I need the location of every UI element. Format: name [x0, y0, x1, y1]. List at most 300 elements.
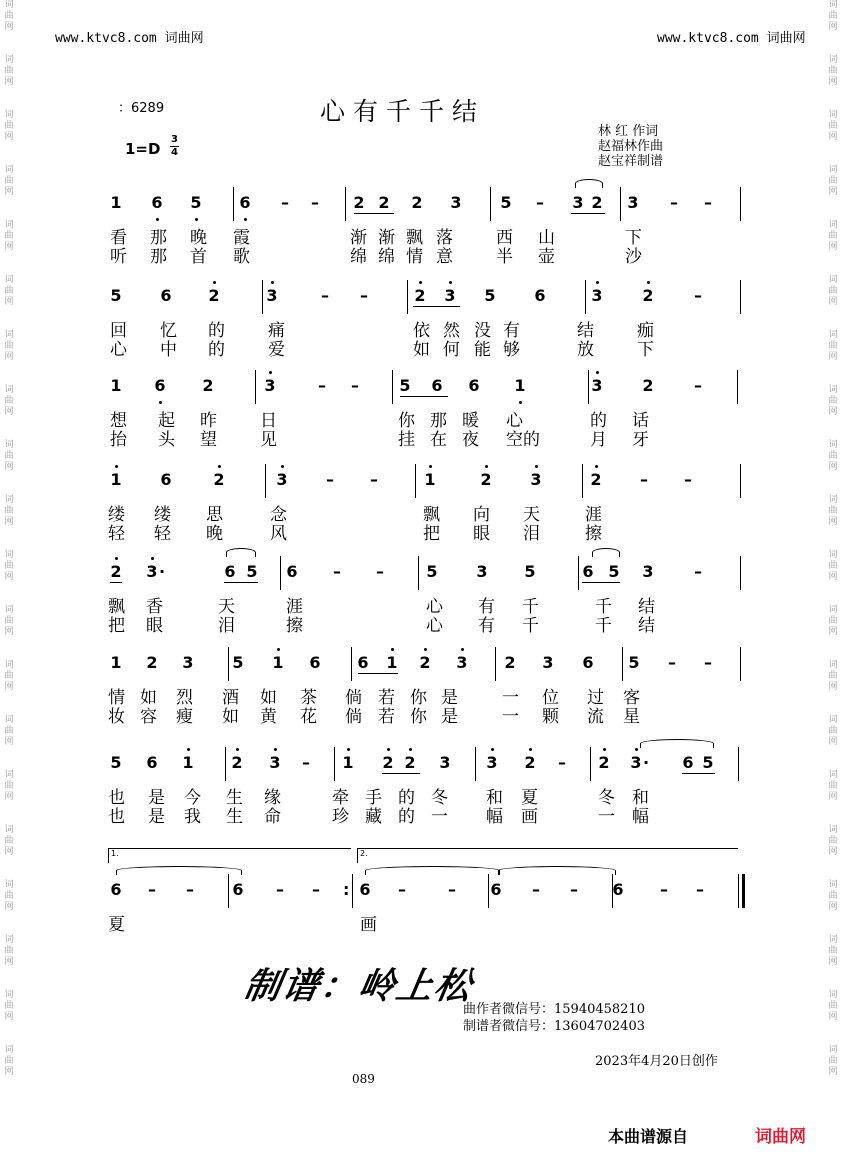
bar-line: [228, 874, 229, 908]
lyric-char: 瘦: [176, 707, 193, 727]
lyric-char: 倘: [345, 707, 362, 727]
bar-line: [415, 464, 416, 498]
lyric-char: 念: [270, 505, 287, 525]
note: –: [570, 880, 578, 899]
lyric-char: 酒: [222, 688, 239, 708]
watermark-char: 词: [828, 990, 838, 1000]
lyric-char: 有: [503, 321, 520, 341]
lyric-char: 渐: [350, 228, 367, 248]
lyric-char: 西: [496, 228, 513, 248]
note: 1: [110, 193, 122, 212]
lyric-char: 泪: [523, 524, 540, 544]
lyric-char: 如: [413, 340, 430, 360]
lyric-char: 烈: [176, 688, 193, 708]
watermark-char: 网: [828, 462, 838, 472]
final-bar-thick: [742, 874, 745, 908]
watermark-char: 词: [4, 0, 14, 10]
note: 2: [231, 753, 243, 772]
note: 5: [399, 376, 411, 395]
note: 3: [146, 562, 158, 581]
note: –: [302, 753, 310, 772]
bar-line: [407, 280, 408, 314]
lyric-char: 心: [426, 597, 443, 617]
octave-dot-high: [419, 281, 422, 284]
bar-line: [588, 370, 589, 404]
lyric-char: 位: [542, 688, 559, 708]
note: 6: [357, 653, 369, 672]
lyric-char: 暖: [462, 411, 479, 431]
note: 2: [598, 753, 610, 772]
note: 2: [642, 376, 654, 395]
lyric-char: 幅: [632, 807, 649, 827]
octave-dot-low: [159, 401, 162, 404]
lyric-char: 幅: [486, 807, 503, 827]
octave-dot-high: [603, 748, 606, 751]
lyric-char: 向: [473, 505, 490, 525]
watermark-char: 网: [4, 737, 14, 747]
note: –: [321, 286, 329, 305]
watermark-char: 曲: [4, 836, 14, 846]
bar-line: [622, 647, 623, 681]
octave-dot-high: [218, 465, 221, 468]
watermark-char: 词: [4, 440, 14, 450]
watermark-char: 网: [828, 352, 838, 362]
lyric-char: 香: [146, 597, 163, 617]
watermark-char: 曲: [828, 231, 838, 241]
final-bar-thin: [738, 874, 739, 908]
octave-dot-high: [115, 465, 118, 468]
creation-date: 2023年4月20日创作: [595, 1054, 718, 1069]
bar-line: [475, 747, 476, 781]
score-line: [0, 286, 842, 360]
lyric-char: 昨: [200, 411, 217, 431]
watermark-char: 词: [828, 495, 838, 505]
watermark-char: 词: [828, 1045, 838, 1055]
lyric-char: 涯: [585, 505, 602, 525]
lyric-char: 如: [260, 688, 277, 708]
octave-dot-high: [274, 748, 277, 751]
lyric-char: 月: [590, 430, 607, 450]
watermark-char: 网: [4, 407, 14, 417]
note: 3: [572, 193, 584, 212]
lyric-char: 是: [441, 707, 458, 727]
octave-dot-high: [535, 465, 538, 468]
beam-underline: [582, 582, 620, 583]
watermark-char: 词: [828, 0, 838, 10]
lyric-char: 头: [158, 430, 175, 450]
note: 6: [151, 193, 163, 212]
watermark-char: 曲: [4, 396, 14, 406]
watermark-char: 曲: [828, 671, 838, 681]
bar-line: [578, 556, 579, 590]
lyric-char: 客: [623, 688, 640, 708]
lyric-char: 轻: [108, 524, 125, 544]
note: 2: [642, 286, 654, 305]
lyric-char: 够: [503, 340, 520, 360]
watermark-char: 网: [828, 572, 838, 582]
lyric-char: 落: [436, 228, 453, 248]
watermark-char: 词: [4, 165, 14, 175]
lyric-char: 擦: [286, 616, 303, 636]
octave-dot-low: [519, 401, 522, 404]
lyric-char: 的: [208, 340, 225, 360]
slur: [498, 866, 616, 875]
watermark-char: 曲: [828, 616, 838, 626]
lyric-char: 花: [300, 707, 317, 727]
note: 1: [110, 376, 122, 395]
lyric-char: 缕: [108, 505, 125, 525]
lyric-char: 千: [595, 597, 612, 617]
lyric-char: 天: [523, 505, 540, 525]
lyric-char: 那: [150, 228, 167, 248]
note: –: [281, 193, 289, 212]
watermark-char: 曲: [828, 451, 838, 461]
volta-second: 2.: [357, 848, 738, 863]
lyric-char: 忆: [160, 321, 177, 341]
watermark-char: 网: [4, 297, 14, 307]
lyric-char: 一: [431, 807, 448, 827]
lyric-char: 飘: [406, 228, 423, 248]
watermark-char: 曲: [4, 176, 14, 186]
note: 1: [386, 653, 398, 672]
watermark-char: 曲: [828, 836, 838, 846]
brand-logo: 词曲网: [755, 1127, 806, 1147]
watermark-char: 网: [4, 847, 14, 857]
watermark-char: 词: [828, 825, 838, 835]
bar-line: [262, 280, 263, 314]
note: 6: [582, 653, 594, 672]
watermark-char: 词: [828, 110, 838, 120]
lyric-char: 有: [478, 616, 495, 636]
lyric-char: 眼: [473, 524, 490, 544]
bar-line: [620, 187, 621, 221]
lyric-char: 擦: [585, 524, 602, 544]
watermark-char: 网: [828, 792, 838, 802]
watermark-char: 词: [4, 715, 14, 725]
lyric-char: 如: [222, 707, 239, 727]
watermark-char: 词: [828, 715, 838, 725]
watermark-char: 曲: [4, 231, 14, 241]
lyric-char: 如: [140, 688, 157, 708]
octave-dot-high: [429, 465, 432, 468]
bar-line: [228, 647, 229, 681]
watermark-char: 词: [4, 110, 14, 120]
watermark-char: 词: [4, 275, 14, 285]
slur: [365, 866, 500, 875]
score-line: [0, 849, 842, 935]
watermark-char: 词: [828, 550, 838, 560]
note: –: [640, 470, 648, 489]
bar-line: [738, 747, 739, 781]
watermark-char: 网: [4, 22, 14, 32]
note: 1: [182, 753, 194, 772]
note: 6: [359, 880, 371, 899]
lyric-char: 夏: [521, 788, 538, 808]
note: 2: [414, 286, 426, 305]
note: 2: [146, 653, 158, 672]
watermark-char: 曲: [4, 341, 14, 351]
note: 2: [591, 193, 603, 212]
note: 3: [627, 193, 639, 212]
note: 3: [530, 470, 542, 489]
watermark-char: 网: [828, 682, 838, 692]
note: 2: [382, 753, 394, 772]
lyric-char: 千: [522, 597, 539, 617]
note: 3: [542, 653, 554, 672]
source-label: 本曲谱源自: [608, 1127, 689, 1146]
beam-underline: [224, 582, 258, 583]
watermark-char: 词: [4, 660, 14, 670]
note: 5: [232, 653, 244, 672]
watermark-char: 曲: [828, 396, 838, 406]
octave-dot-high: [635, 748, 638, 751]
composer-wechat: 曲作者微信号：15940458210: [463, 1002, 645, 1017]
lyric-char: 的: [398, 807, 415, 827]
note: –: [360, 286, 368, 305]
note: –: [694, 286, 702, 305]
watermark-char: 网: [828, 1012, 838, 1022]
bar-line: [495, 647, 496, 681]
lyric-char: 结: [577, 321, 594, 341]
lyric-char: 千: [522, 616, 539, 636]
lyric-char: 手: [365, 788, 382, 808]
slur: [640, 739, 714, 748]
beam-underline: [382, 773, 420, 774]
watermark-char: 词: [4, 550, 14, 560]
lyric-char: 下: [625, 228, 642, 248]
lyric-char: 情: [406, 247, 423, 267]
lyric-char: 痂: [637, 321, 654, 341]
note: –: [326, 470, 334, 489]
lyric-char: 夏: [108, 915, 125, 935]
octave-dot-high: [424, 648, 427, 651]
lyric-char: 首: [190, 247, 207, 267]
note: –: [532, 880, 540, 899]
note: –: [312, 880, 320, 899]
lyric-char: 挂: [398, 430, 415, 450]
bar-line: [582, 464, 583, 498]
lyric-char: 在: [430, 430, 447, 450]
watermark-char: 曲: [4, 616, 14, 626]
note: 1: [514, 376, 526, 395]
watermark-char: 曲: [4, 781, 14, 791]
engraver-wechat: 制谱者微信号：13604702403: [463, 1019, 645, 1034]
note: 5: [190, 193, 202, 212]
note: 6: [224, 562, 236, 581]
lyric-char: 过: [587, 688, 604, 708]
note: 2: [524, 753, 536, 772]
note: 5: [500, 193, 512, 212]
score-line: [0, 193, 842, 267]
lyric-char: 何: [443, 340, 460, 360]
lyric-char: 然: [443, 321, 460, 341]
bar-line: [345, 187, 346, 221]
lyric-char: 空的: [506, 430, 540, 450]
watermark-char: 曲: [828, 781, 838, 791]
watermark-char: 词: [4, 330, 14, 340]
score-line: [0, 376, 842, 450]
watermark-char: 词: [4, 990, 14, 1000]
note: ·: [642, 753, 650, 772]
score-line: [0, 653, 842, 727]
octave-dot-high: [281, 465, 284, 468]
note: 3: [439, 753, 451, 772]
watermark-char: 网: [4, 132, 14, 142]
lyric-char: 结: [638, 616, 655, 636]
lyric-char: 冬: [431, 788, 448, 808]
note: 5: [702, 753, 714, 772]
watermark-char: 网: [828, 22, 838, 32]
repeat-sign: :: [343, 880, 350, 899]
bar-line: [488, 874, 489, 908]
slur: [226, 548, 256, 557]
watermark-char: 网: [828, 132, 838, 142]
note: 3: [476, 562, 488, 581]
lyric-char: 的: [208, 321, 225, 341]
lyric-char: 痛: [268, 321, 285, 341]
lyric-char: 沙: [625, 247, 642, 267]
note: 2: [353, 193, 365, 212]
bar-line: [418, 556, 419, 590]
note: 6: [232, 880, 244, 899]
octave-dot-high: [391, 648, 394, 651]
lyric-char: 涯: [286, 597, 303, 617]
bar-line: [740, 556, 741, 590]
note: –: [704, 193, 712, 212]
bar-line: [334, 747, 335, 781]
octave-dot-high: [485, 465, 488, 468]
octave-dot-high: [461, 648, 464, 651]
watermark-char: 曲: [4, 671, 14, 681]
watermark-char: 词: [828, 55, 838, 65]
note: 5: [246, 562, 258, 581]
octave-dot-high: [271, 281, 274, 284]
watermark-char: 词: [4, 605, 14, 615]
octave-dot-high: [595, 465, 598, 468]
lyric-char: 的: [398, 788, 415, 808]
lyric-char: 今: [184, 788, 201, 808]
lyric-char: 若: [378, 707, 395, 727]
watermark-char: 曲: [4, 726, 14, 736]
lyric-char: 和: [486, 788, 503, 808]
note: 3: [276, 470, 288, 489]
note: 6: [146, 753, 158, 772]
header-url-right: www.ktvc8.com 词曲网: [657, 31, 806, 46]
watermark-char: 曲: [4, 506, 14, 516]
lyric-char: 下: [637, 340, 654, 360]
time-bottom: 4: [171, 147, 178, 158]
watermark-char: 网: [4, 352, 14, 362]
score-line: [0, 562, 842, 636]
octave-dot-high: [115, 557, 118, 560]
lyric-char: 画: [521, 807, 538, 827]
bar-line: [265, 464, 266, 498]
score-line: [0, 470, 842, 544]
lyric-char: 意: [436, 247, 453, 267]
watermark-char: 词: [828, 935, 838, 945]
octave-dot-high: [151, 557, 154, 560]
lyric-char: 也: [108, 788, 125, 808]
lyric-char: 一: [502, 707, 519, 727]
lyric-char: 夜: [462, 430, 479, 450]
lyric-char: 泪: [218, 616, 235, 636]
lyric-char: 歌: [233, 247, 250, 267]
octave-dot-high: [236, 748, 239, 751]
bar-line: [740, 647, 741, 681]
note: 6: [309, 653, 321, 672]
lyric-char: 颗: [542, 707, 559, 727]
lyric-char: 倘: [345, 688, 362, 708]
lyric-char: 一: [598, 807, 615, 827]
lyric-char: 缘: [264, 788, 281, 808]
watermark-char: 词: [828, 330, 838, 340]
watermark-char: 词: [4, 55, 14, 65]
lyric-char: 半: [496, 247, 513, 267]
watermark-char: 词: [4, 220, 14, 230]
lyric-char: 你: [398, 411, 415, 431]
watermark-char: 曲: [4, 1056, 14, 1066]
lyric-char: 命: [264, 807, 281, 827]
watermark-char: 曲: [828, 891, 838, 901]
note: –: [684, 470, 692, 489]
lyric-char: 珍: [332, 807, 349, 827]
note: 6: [160, 286, 172, 305]
octave-dot-high: [187, 748, 190, 751]
note: 6: [154, 376, 166, 395]
watermark-char: 网: [828, 77, 838, 87]
note: 3: [444, 286, 456, 305]
lyric-char: 妆: [108, 707, 125, 727]
bar-line: [590, 747, 591, 781]
watermark-char: 网: [828, 242, 838, 252]
octave-dot-high: [449, 281, 452, 284]
octave-dot-high: [347, 748, 350, 751]
note: –: [318, 376, 326, 395]
watermark-char: 曲: [828, 176, 838, 186]
lyric-char: 爱: [268, 340, 285, 360]
lyric-char: 飘: [108, 597, 125, 617]
note: 2: [213, 470, 225, 489]
lyric-char: 你: [410, 707, 427, 727]
note: 3: [591, 376, 603, 395]
lyric-char: 那: [150, 247, 167, 267]
octave-dot-low: [244, 218, 247, 221]
lyric-char: 风: [270, 524, 287, 544]
lyric-char: 中: [160, 340, 177, 360]
lyric-char: 把: [423, 524, 440, 544]
octave-dot-low: [195, 218, 198, 221]
watermark-char: 词: [4, 385, 14, 395]
watermark-char: 词: [828, 770, 838, 780]
note: –: [311, 193, 319, 212]
watermark-char: 词: [4, 935, 14, 945]
note: 3: [642, 562, 654, 581]
watermark-char: 词: [4, 880, 14, 890]
lyric-char: 渐: [378, 228, 395, 248]
note: 1: [424, 470, 436, 489]
lyric-char: 能: [474, 340, 491, 360]
lyric-char: 晚: [190, 228, 207, 248]
note: 2: [378, 193, 390, 212]
lyric-char: 回: [110, 321, 127, 341]
lyric-char: 生: [226, 807, 243, 827]
watermark-char: 曲: [4, 121, 14, 131]
octave-dot-high: [213, 281, 216, 284]
watermark-char: 网: [828, 297, 838, 307]
lyricist: 林 红 作词: [598, 124, 659, 139]
lyric-char: 星: [623, 707, 640, 727]
watermark-char: 网: [828, 1067, 838, 1077]
